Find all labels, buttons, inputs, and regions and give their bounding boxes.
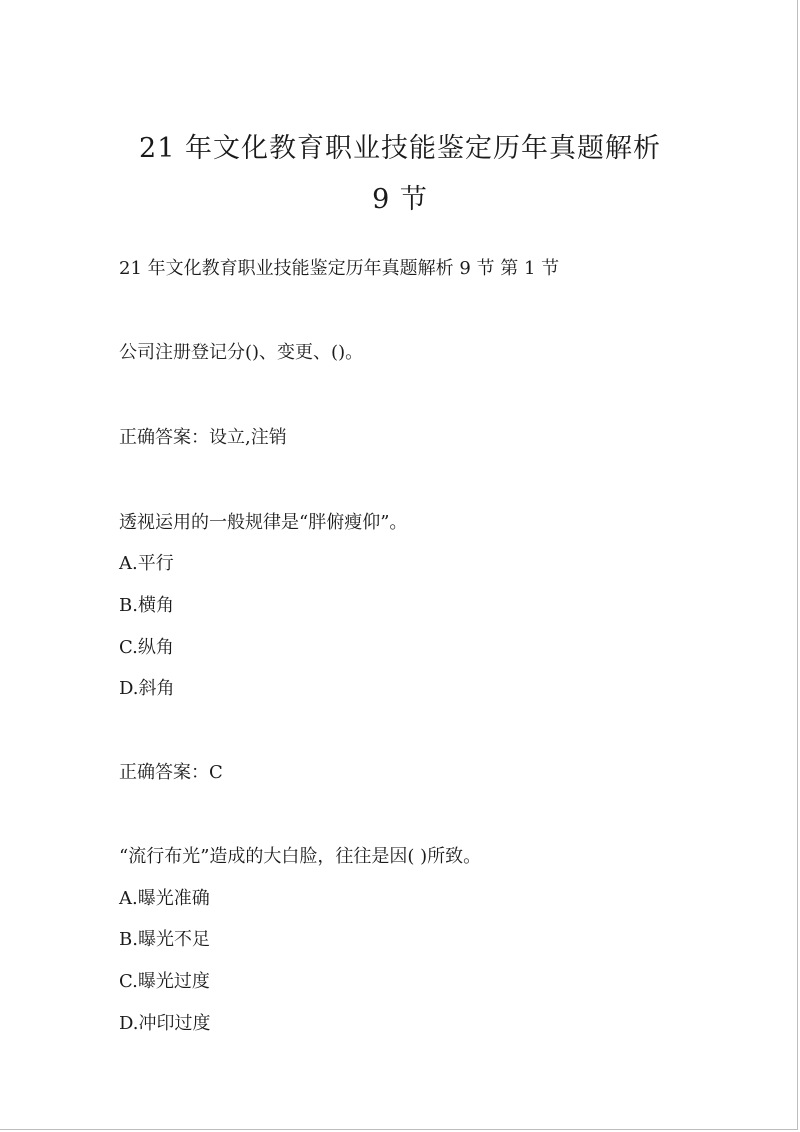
question-2-answer: 正确答案：C [119,762,223,783]
question-2-option-c: C.纵角 [119,637,174,658]
question-2-text: 透视运用的一般规律是“胖俯瘦仰”。 [119,512,408,533]
question-3-option-b: B.曝光不足 [119,929,210,950]
question-3-option-d: D.冲印过度 [119,1013,211,1034]
question-3-text: “流行布光”造成的大白脸，往往是因( )所致。 [119,846,482,867]
document-title-line-2: 9 节 [372,184,428,215]
question-2-option-b: B.横角 [119,595,174,616]
question-1-text: 公司注册登记分()、变更、()。 [119,342,364,363]
question-3-option-a: A.曝光准确 [119,888,210,909]
document-title-line-1: 21 年文化教育职业技能鉴定历年真题解析 [139,133,661,164]
question-2-option-a: A.平行 [119,553,174,574]
question-1-answer: 正确答案：设立,注销 [119,427,287,448]
question-2-option-d: D.斜角 [119,678,175,699]
question-3-option-c: C.曝光过度 [119,971,210,992]
document-subtitle: 21 年文化教育职业技能鉴定历年真题解析 9 节 第 1 节 [119,258,560,279]
